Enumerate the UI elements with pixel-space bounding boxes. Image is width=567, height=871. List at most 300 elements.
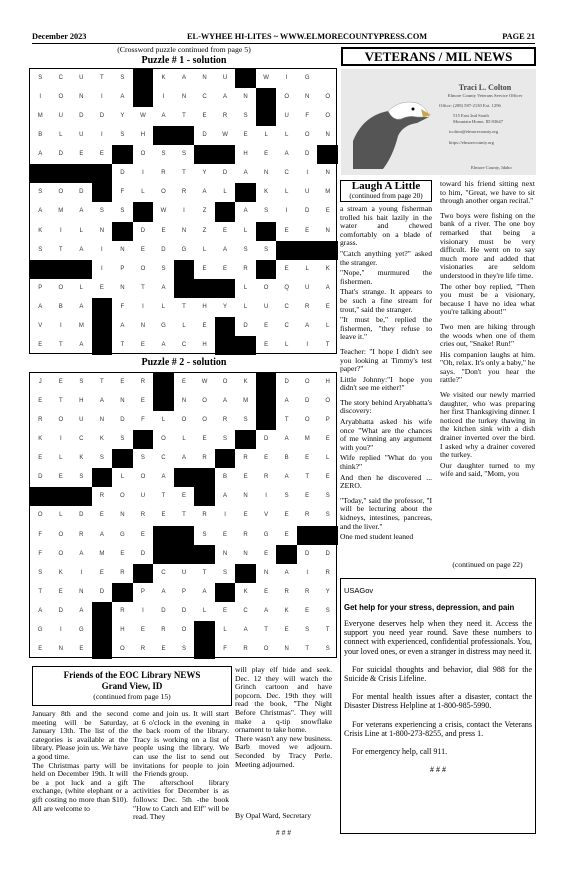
crossword-cell: A <box>305 322 310 329</box>
black-square <box>51 487 72 506</box>
crossword-cell: E <box>140 531 145 538</box>
crossword-cell: I <box>39 94 42 101</box>
crossword-cell: F <box>305 113 310 120</box>
crossword-cell: R <box>38 417 43 424</box>
crossword-cell: E <box>99 569 104 576</box>
crossword-cell: A <box>79 341 84 348</box>
crossword-cell: S <box>161 265 166 272</box>
usagov-heading: Get help for your stress, depression, and pain <box>344 603 515 612</box>
crossword-cell: U <box>284 113 289 120</box>
crossword-cell: N <box>58 645 63 652</box>
puzzle2-title: Puzzle # 2 - solution <box>141 357 227 368</box>
crossword-cell: O <box>140 265 146 272</box>
laugh-para: Our daughter turned to my wife and said, "Mom, you <box>440 460 535 479</box>
crossword-cell: O <box>325 113 331 120</box>
crossword-cell: H <box>120 626 125 633</box>
crossword-cell: R <box>243 531 248 538</box>
crossword-cell: O <box>304 379 310 385</box>
crossword-cell: G <box>263 531 269 538</box>
crossword-cell: A <box>38 151 43 158</box>
crossword-cell: S <box>264 246 269 253</box>
crossword-cell: D <box>161 246 166 253</box>
crossword-cell: N <box>181 94 187 101</box>
black-square <box>92 640 113 659</box>
crossword-cell: O <box>37 512 43 519</box>
crossword-cell: I <box>142 303 144 310</box>
crossword-cell: A <box>223 94 228 101</box>
black-square <box>71 164 92 183</box>
office-address1: 515 East 2nd South <box>453 113 489 118</box>
crossword-cell: S <box>181 151 186 158</box>
crossword-cell: E <box>140 626 145 633</box>
crossword-cell: N <box>325 132 330 139</box>
crossword-cell: E <box>58 379 63 385</box>
laugh-column-2 <box>440 180 535 560</box>
crossword-cell: E <box>120 379 125 385</box>
crossword-cell: S <box>120 436 125 443</box>
crossword-cell: D <box>202 132 207 139</box>
page-header <box>32 32 535 44</box>
crossword-cell: T <box>325 341 330 348</box>
crossword-cell: G <box>120 531 125 538</box>
crossword-cell: E <box>202 265 207 272</box>
black-square <box>30 260 51 279</box>
crossword-cell: L <box>161 417 166 424</box>
black-square <box>317 145 338 164</box>
crossword-cell: E <box>264 341 269 348</box>
black-square <box>133 430 154 449</box>
usagov-end: # # # <box>430 765 446 775</box>
black-square <box>256 107 277 126</box>
crossword-cell: E <box>161 227 166 234</box>
crossword-cell: R <box>222 417 228 424</box>
crossword-cell: D <box>181 607 187 614</box>
crossword-cell: I <box>80 569 83 576</box>
black-square <box>194 145 215 164</box>
crossword-cell: I <box>285 75 288 81</box>
crossword-cell: E <box>99 512 104 519</box>
black-square <box>215 583 236 602</box>
crossword-cell: S <box>325 645 330 652</box>
crossword-cell: O <box>58 550 64 557</box>
crossword-cell: D <box>243 322 248 329</box>
crossword-cell: E <box>264 151 269 158</box>
black-square <box>174 126 195 145</box>
crossword-cell: R <box>202 455 207 462</box>
crossword-cell: L <box>284 189 289 196</box>
black-square <box>276 545 297 564</box>
black-square <box>174 279 195 298</box>
crossword-cell: I <box>162 94 165 101</box>
laugh-para: Teacher: "I hope I didn't see you looking at Timmy's test paper?" <box>340 346 432 374</box>
usagov-source: USAGov <box>344 586 374 595</box>
crossword-cell: O <box>161 436 166 443</box>
black-square <box>256 392 277 411</box>
crossword-cell: A <box>264 607 269 614</box>
black-square <box>215 279 236 298</box>
crossword-cell: N <box>263 569 269 576</box>
crossword-cell: M <box>325 189 331 196</box>
issue-date: December 2023 <box>32 32 87 41</box>
crossword-cell: E <box>79 151 84 158</box>
crossword-cell: O <box>263 645 269 652</box>
crossword-cell: K <box>79 455 84 462</box>
crossword-cell: K <box>325 265 330 272</box>
crossword-cell: A <box>161 474 166 481</box>
black-square <box>92 602 113 621</box>
crossword-cell: L <box>59 512 63 519</box>
laugh-column-1 <box>340 205 432 575</box>
crossword-cell: N <box>325 227 330 234</box>
crossword-cell: E <box>223 607 228 614</box>
black-square <box>112 583 133 602</box>
laugh-para: "Nope," murmured the fishermen. <box>340 268 432 286</box>
crossword-cell: D <box>99 588 105 595</box>
usagov-body <box>344 619 532 756</box>
black-square <box>194 545 215 564</box>
crossword-cell: S <box>181 645 186 652</box>
laugh-para: That's strange. It appears to be such a fine stream for trout," said the stranger. <box>340 287 432 314</box>
crossword-cell: R <box>99 493 105 500</box>
crossword-cell: I <box>285 208 288 215</box>
crossword-cell: D <box>38 474 43 481</box>
crossword-cell: R <box>161 170 166 177</box>
crossword-cell: S <box>79 379 84 385</box>
black-square <box>174 526 195 545</box>
crossword-cell: I <box>59 227 62 234</box>
office-phone: Office: (208) 587-2130 Ext. 1296 <box>439 103 501 108</box>
crossword-cell: A <box>38 303 43 310</box>
crossword-cell: E <box>264 588 269 595</box>
crossword-cell: O <box>58 94 64 101</box>
usagov-para: For veterans experiencing a crisis, contact the Veterans Crisis Line at 1-800-273-8255, and press 1. <box>344 719 532 738</box>
crossword-cell: N <box>243 493 248 500</box>
crossword-cell: U <box>181 569 187 576</box>
crossword-cell: I <box>142 170 144 177</box>
crossword-cell: U <box>79 132 84 139</box>
crossword-cell: T <box>305 474 310 481</box>
crossword-cell: T <box>141 284 145 291</box>
black-square <box>92 317 113 336</box>
crossword-cell: L <box>223 189 227 196</box>
crossword-cell: R <box>243 265 248 272</box>
crossword-cell: S <box>243 113 248 120</box>
crossword-cell: A <box>243 208 248 215</box>
crossword-cell: R <box>161 626 166 633</box>
crossword-cell: T <box>58 341 63 348</box>
crossword-cell: S <box>38 75 43 81</box>
laugh-para: Wife replied "What do you think?" <box>340 453 432 472</box>
laugh-para: "Today," said the professor, "I will be lecturing about the kidneys, intestines, pancreas, and the liver." <box>340 495 432 531</box>
crossword-cell: S <box>325 512 330 519</box>
crossword-cell: O <box>181 626 187 633</box>
crossword-cell: O <box>325 94 331 101</box>
crossword-cell: R <box>140 512 146 519</box>
black-square <box>215 202 236 221</box>
crossword-cell: O <box>263 284 269 291</box>
crossword-cell: O <box>120 493 125 500</box>
crossword-cell: L <box>243 227 248 234</box>
crossword-cell: I <box>59 436 62 443</box>
crossword-cell: H <box>202 303 207 310</box>
crossword-cell: D <box>305 398 310 405</box>
black-square <box>235 69 256 88</box>
crossword-cell: L <box>284 132 289 139</box>
crossword-cell: I <box>306 170 309 177</box>
crossword-cell: W <box>222 132 228 139</box>
puzzle1-title: Puzzle # 1 - solution <box>141 55 227 66</box>
crossword-cell: M <box>78 322 84 329</box>
crossword-cell: S <box>120 75 125 81</box>
crossword-cell: B <box>284 455 289 462</box>
black-square <box>71 260 92 279</box>
crossword-cell: K <box>243 588 248 595</box>
crossword-cell: E <box>38 398 43 405</box>
crossword-cell: U <box>140 493 146 500</box>
crossword-cell: E <box>202 113 207 120</box>
black-square <box>297 241 318 260</box>
crossword-cell: R <box>243 645 248 652</box>
crossword-cell: L <box>284 341 289 348</box>
crossword-cell: N <box>99 417 105 424</box>
black-square <box>133 564 154 583</box>
crossword-cell: E <box>120 550 125 557</box>
paper-name: EL-WYHEE HI-LITES ~ WWW.ELMORECOUNTYPRESS.COM <box>187 32 428 41</box>
crossword-cell: U <box>305 189 310 196</box>
crossword-cell: P <box>38 284 43 291</box>
crossword-cell: C <box>161 569 166 576</box>
crossword-cell: R <box>243 455 248 462</box>
crossword-cell: W <box>140 113 146 120</box>
black-square <box>153 545 174 564</box>
crossword-cell: K <box>38 227 43 234</box>
crossword-cell: L <box>305 265 309 272</box>
crossword-cell: S <box>325 607 330 614</box>
crossword-cell: D <box>99 113 105 120</box>
crossword-cell: G <box>37 626 43 633</box>
crossword-cell: R <box>140 645 146 652</box>
crossword-cell: E <box>38 645 43 652</box>
library-subtitle: Grand View, ID <box>101 681 163 691</box>
black-square <box>92 183 113 202</box>
crossword-cell: N <box>120 284 125 291</box>
crossword-cell: T <box>182 512 186 519</box>
crossword-cell: U <box>58 113 63 120</box>
crossword-cell: D <box>140 550 146 557</box>
crossword-cell: A <box>284 569 289 576</box>
crossword-cell: F <box>120 303 125 310</box>
crossword-cell: S <box>284 493 289 500</box>
black-square <box>235 430 256 449</box>
black-square <box>235 183 256 202</box>
crossword-cell: E <box>325 436 330 443</box>
crossword-cell: I <box>101 132 103 139</box>
crossword-cell: E <box>264 455 269 462</box>
crossword-cell: T <box>161 493 166 500</box>
crossword-cell: C <box>284 322 289 329</box>
crossword-cell: L <box>326 322 330 329</box>
laugh-para: The story behind Aryabhatta's discovery: <box>340 397 432 416</box>
crossword-cell: T <box>305 645 310 652</box>
crossword-cell: I <box>306 341 309 348</box>
black-square <box>317 241 338 260</box>
crossword-cell: F <box>223 645 227 652</box>
black-square <box>153 392 174 411</box>
crossword-cell: A <box>325 284 330 291</box>
crossword-cell: C <box>202 94 207 101</box>
crossword-cell: E <box>140 341 145 348</box>
crossword-cell: E <box>305 227 310 234</box>
crossword-cell: A <box>243 626 248 633</box>
crossword-cell: E <box>181 379 186 385</box>
crossword-cell: O <box>202 398 207 405</box>
crossword-cell: T <box>182 113 186 120</box>
office-location: Elmore County, Idaho <box>471 165 512 170</box>
crossword-cell: S <box>79 474 84 481</box>
library-end: # # # <box>275 828 292 837</box>
crossword-cell: T <box>120 341 125 348</box>
black-square <box>112 449 133 468</box>
black-square <box>235 336 256 355</box>
black-square <box>153 126 174 145</box>
crossword-cell: E <box>264 550 269 557</box>
crossword-cell: A <box>284 436 289 443</box>
crossword-cell: A <box>181 455 186 462</box>
black-square <box>256 411 277 430</box>
black-square <box>174 260 195 279</box>
crossword-cell: T <box>284 417 289 424</box>
crossword-cell: E <box>79 645 84 652</box>
crossword-cell: L <box>202 607 207 614</box>
black-square <box>112 222 133 241</box>
crossword-cell: K <box>264 189 269 196</box>
crossword-cell: E <box>140 246 145 253</box>
crossword-cell: A <box>161 113 166 120</box>
crossword-cell: P <box>120 265 125 272</box>
crossword-cell: T <box>58 398 63 405</box>
crossword-cell: I <box>59 322 62 329</box>
crossword-cell: M <box>37 113 43 120</box>
crossword-cell: U <box>79 417 84 424</box>
crossword-cell: I <box>265 493 267 500</box>
usagov-para: Everyone deserves help when they need it. Access the support you need year round. Save these numbers to connect with experienced, confidential professionals. You, your loved ones, or even a stranger in distress may need it. <box>344 619 532 656</box>
crossword-cell: D <box>120 170 125 177</box>
crossword-cell: O <box>304 417 310 424</box>
veterans-card <box>341 69 536 175</box>
library-column-3: will play elf hide and seek. Dec. 12 they will watch the Grinch cartoon and have popcorn. Dec. 19th they will read the book, "The Night Before Christmas". They will make a q-tip snowflake ornament to take home. There wasn't any new business. Barb moved we adjourn. Seconded by Tracy Perle. Meeting adjourned. <box>235 666 332 769</box>
crossword-cell: L <box>182 322 186 329</box>
crossword-cell: A <box>99 398 104 405</box>
crossword-cell: S <box>99 455 104 462</box>
crossword-cell: K <box>243 379 248 385</box>
crossword-cell: A <box>284 474 289 481</box>
crossword-cell: E <box>243 132 248 139</box>
crossword-cell: B <box>38 132 43 139</box>
crossword-cell: T <box>182 303 186 310</box>
black-square <box>276 241 297 260</box>
crossword-cell: C <box>284 170 289 177</box>
black-square <box>153 373 174 392</box>
crossword-cell: P <box>325 417 330 424</box>
crossword-cell: S <box>38 569 43 576</box>
crossword-cell: A <box>38 607 43 614</box>
crossword-cell: Y <box>223 303 228 310</box>
crossword-cell: L <box>59 132 63 139</box>
crossword-cell: L <box>243 284 248 291</box>
crossword-cell: P <box>181 588 186 595</box>
crossword-cell: I <box>224 512 226 519</box>
crossword-cell: B <box>58 303 63 310</box>
office-address2: Mountain Home, ID 83647 <box>453 119 504 124</box>
crossword-cell: S <box>38 246 43 253</box>
crossword-cell: P <box>140 588 145 595</box>
crossword-cell: D <box>120 417 125 424</box>
crossword-cell: E <box>305 493 310 500</box>
crossword-cell: J <box>38 379 42 385</box>
crossword-cell: A <box>202 588 207 595</box>
crossword-cell: E <box>38 455 43 462</box>
crossword-cell: C <box>181 341 187 348</box>
crossword-cell: E <box>99 284 104 291</box>
black-square <box>215 336 236 355</box>
crossword-cell: O <box>120 645 125 652</box>
crossword-cell: K <box>161 75 166 81</box>
crossword-cell: A <box>120 94 125 101</box>
crossword-cell: U <box>305 284 310 291</box>
crossword-cell: S <box>264 208 269 215</box>
crossword-cell: K <box>58 569 63 576</box>
crossword-cell: C <box>58 75 63 81</box>
crossword-cell: E <box>38 341 43 348</box>
crossword-cell: N <box>325 170 330 177</box>
black-square <box>194 621 215 640</box>
crossword-cell: N <box>263 170 269 177</box>
laugh-para: Little Johnny:"I hope you didn't see me either!" <box>340 374 432 393</box>
crossword-cell: V <box>38 322 43 329</box>
office-email: tcolton@elmorecounty.org <box>449 129 499 134</box>
crossword-cell: R <box>202 512 207 519</box>
crossword-cell: F <box>38 531 43 538</box>
crossword-cell: B <box>223 474 228 481</box>
officer-title: Elmore County Veterans Service Officer <box>447 93 523 98</box>
crossword-cell: I <box>101 265 103 272</box>
laugh-heading-box <box>340 180 432 202</box>
crossword-cell: L <box>120 474 125 481</box>
crossword-cell: E <box>284 626 289 633</box>
laugh-para: And then he discovered ... ZERO. <box>340 472 432 491</box>
black-square <box>256 260 277 279</box>
crossword-cell: O <box>140 151 146 158</box>
laugh-para: "Catch anything yet?" asked the stranger. <box>340 248 432 267</box>
crossword-cell: E <box>140 398 145 405</box>
black-square <box>133 88 154 107</box>
crossword-cell: S <box>223 569 228 576</box>
crossword-cell: N <box>284 645 289 652</box>
crossword-cell: E <box>99 151 104 158</box>
black-square <box>256 88 277 107</box>
crossword-cell: L <box>79 284 83 291</box>
crossword-cell: D <box>325 550 330 557</box>
black-square <box>30 164 51 183</box>
crossword-cell: A <box>161 284 166 291</box>
crossword-cell: D <box>284 379 289 385</box>
crossword-cell: L <box>161 303 166 310</box>
crossword-cell: D <box>79 113 84 120</box>
crossword-cell: F <box>141 417 145 424</box>
crossword-cell: Z <box>202 208 207 215</box>
crossword-cell: L <box>223 626 227 633</box>
crossword-cell: E <box>264 322 269 329</box>
